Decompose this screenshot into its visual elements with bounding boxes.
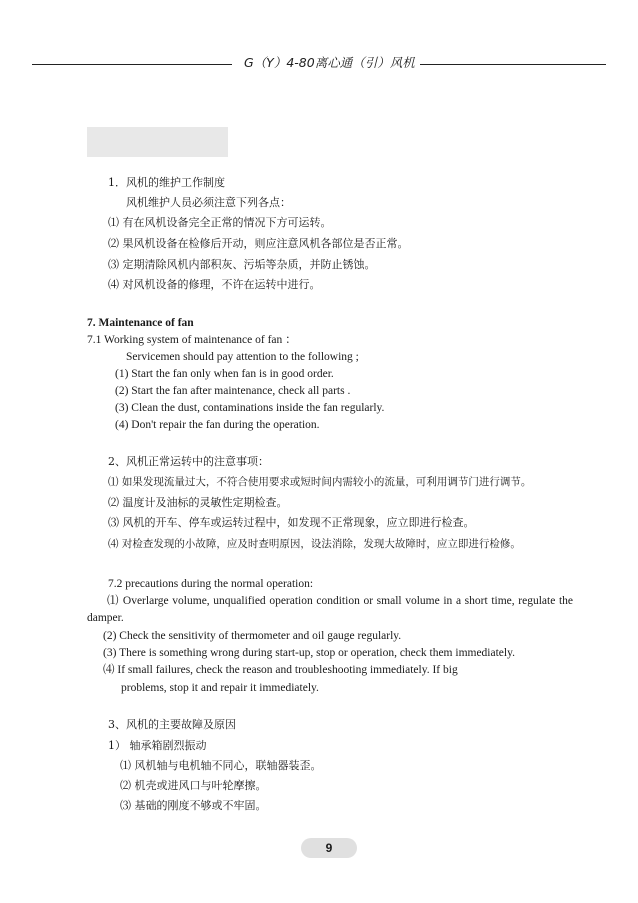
section-label-box [87, 127, 228, 157]
page-number: 9 [301, 838, 357, 858]
en-section72-item4: ⑷ If small failures, check the reason and troubleshooting immediately. If big [103, 664, 458, 676]
en-section7-heading: 7. Maintenance of fan [87, 317, 194, 329]
cn-section3-item: ⑶ 基础的刚度不够或不牢固。 [120, 799, 267, 812]
cn-section3-sub: 1） 轴承箱剧烈振动 [108, 739, 207, 752]
en-section72-item2: (2) Check the sensitivity of thermometer and oil gauge regularly. [103, 630, 402, 642]
en-section72-item4-cont: problems, stop it and repair it immediately. [121, 682, 319, 694]
cn-section1-item: ⑵ 果风机设备在检修后开动，则应注意风机各部位是否正常。 [108, 237, 409, 250]
en-section72-item1: ⑴ Overlarge volume, unqualified operation condition or small volume in a short time, regulate the damper. [87, 595, 573, 624]
cn-section2-title: 2、风机正常运转中的注意事项： [108, 455, 269, 468]
cn-section1-item: ⑷ 对风机设备的修理，不许在运转中进行。 [108, 278, 321, 291]
en-section72-item3: (3) There is something wrong during start-up, stop or operation, check them immediately. [103, 647, 515, 659]
cn-section2-item: ⑷ 对检查发现的小故障，应及时查明原因，设法消除，发现大故障时，应立即进行检修。 [108, 538, 521, 550]
cn-section3-title: 3、风机的主要故障及原因 [108, 718, 236, 731]
cn-section2-item: ⑴ 如果发现流量过大，不符合使用要求或短时间内需较小的流量，可利用调节门进行调节。 [108, 476, 532, 488]
en-section7-intro: Servicemen should pay attention to the following ; [126, 351, 359, 363]
cn-section3-item: ⑴ 风机轴与电机轴不同心，联轴器装歪。 [120, 759, 322, 772]
header-title: G（Y）4-80离心通（引）风机 [244, 55, 415, 70]
cn-section1-item: ⑶ 定期清除风机内部积灰、污垢等杂质，并防止锈蚀。 [108, 258, 376, 271]
cn-section2-item: ⑶ 风机的开车、停车或运转过程中，如发现不正常现象，应立即进行检查。 [108, 516, 475, 529]
cn-section1-intro: 风机维护人员必须注意下列各点： [126, 196, 291, 209]
header-rule-left [32, 64, 232, 65]
cn-section3-item: ⑵ 机壳或进风口与叶轮摩擦。 [120, 779, 267, 792]
en-section7-sub: 7.1 Working system of maintenance of fan ： [87, 334, 297, 346]
en-section7-item: (2) Start the fan after maintenance, check all parts . [115, 385, 351, 397]
en-section72-heading: 7.2 precautions during the normal operation: [108, 578, 314, 590]
cn-section1-title: 1．风机的维护工作制度 [108, 176, 225, 189]
cn-section2-item: ⑵ 温度计及油标的灵敏性定期检查。 [108, 496, 288, 509]
en-section7-item: (4) Don't repair the fan during the operation. [115, 419, 320, 431]
en-section7-item: (1) Start the fan only when fan is in good order. [115, 368, 334, 380]
header-rule-right [420, 64, 606, 65]
en-section7-item: (3) Clean the dust, contaminations inside the fan regularly. [115, 402, 385, 414]
cn-section1-item: ⑴ 有在风机设备完全正常的情况下方可运转。 [108, 216, 332, 229]
